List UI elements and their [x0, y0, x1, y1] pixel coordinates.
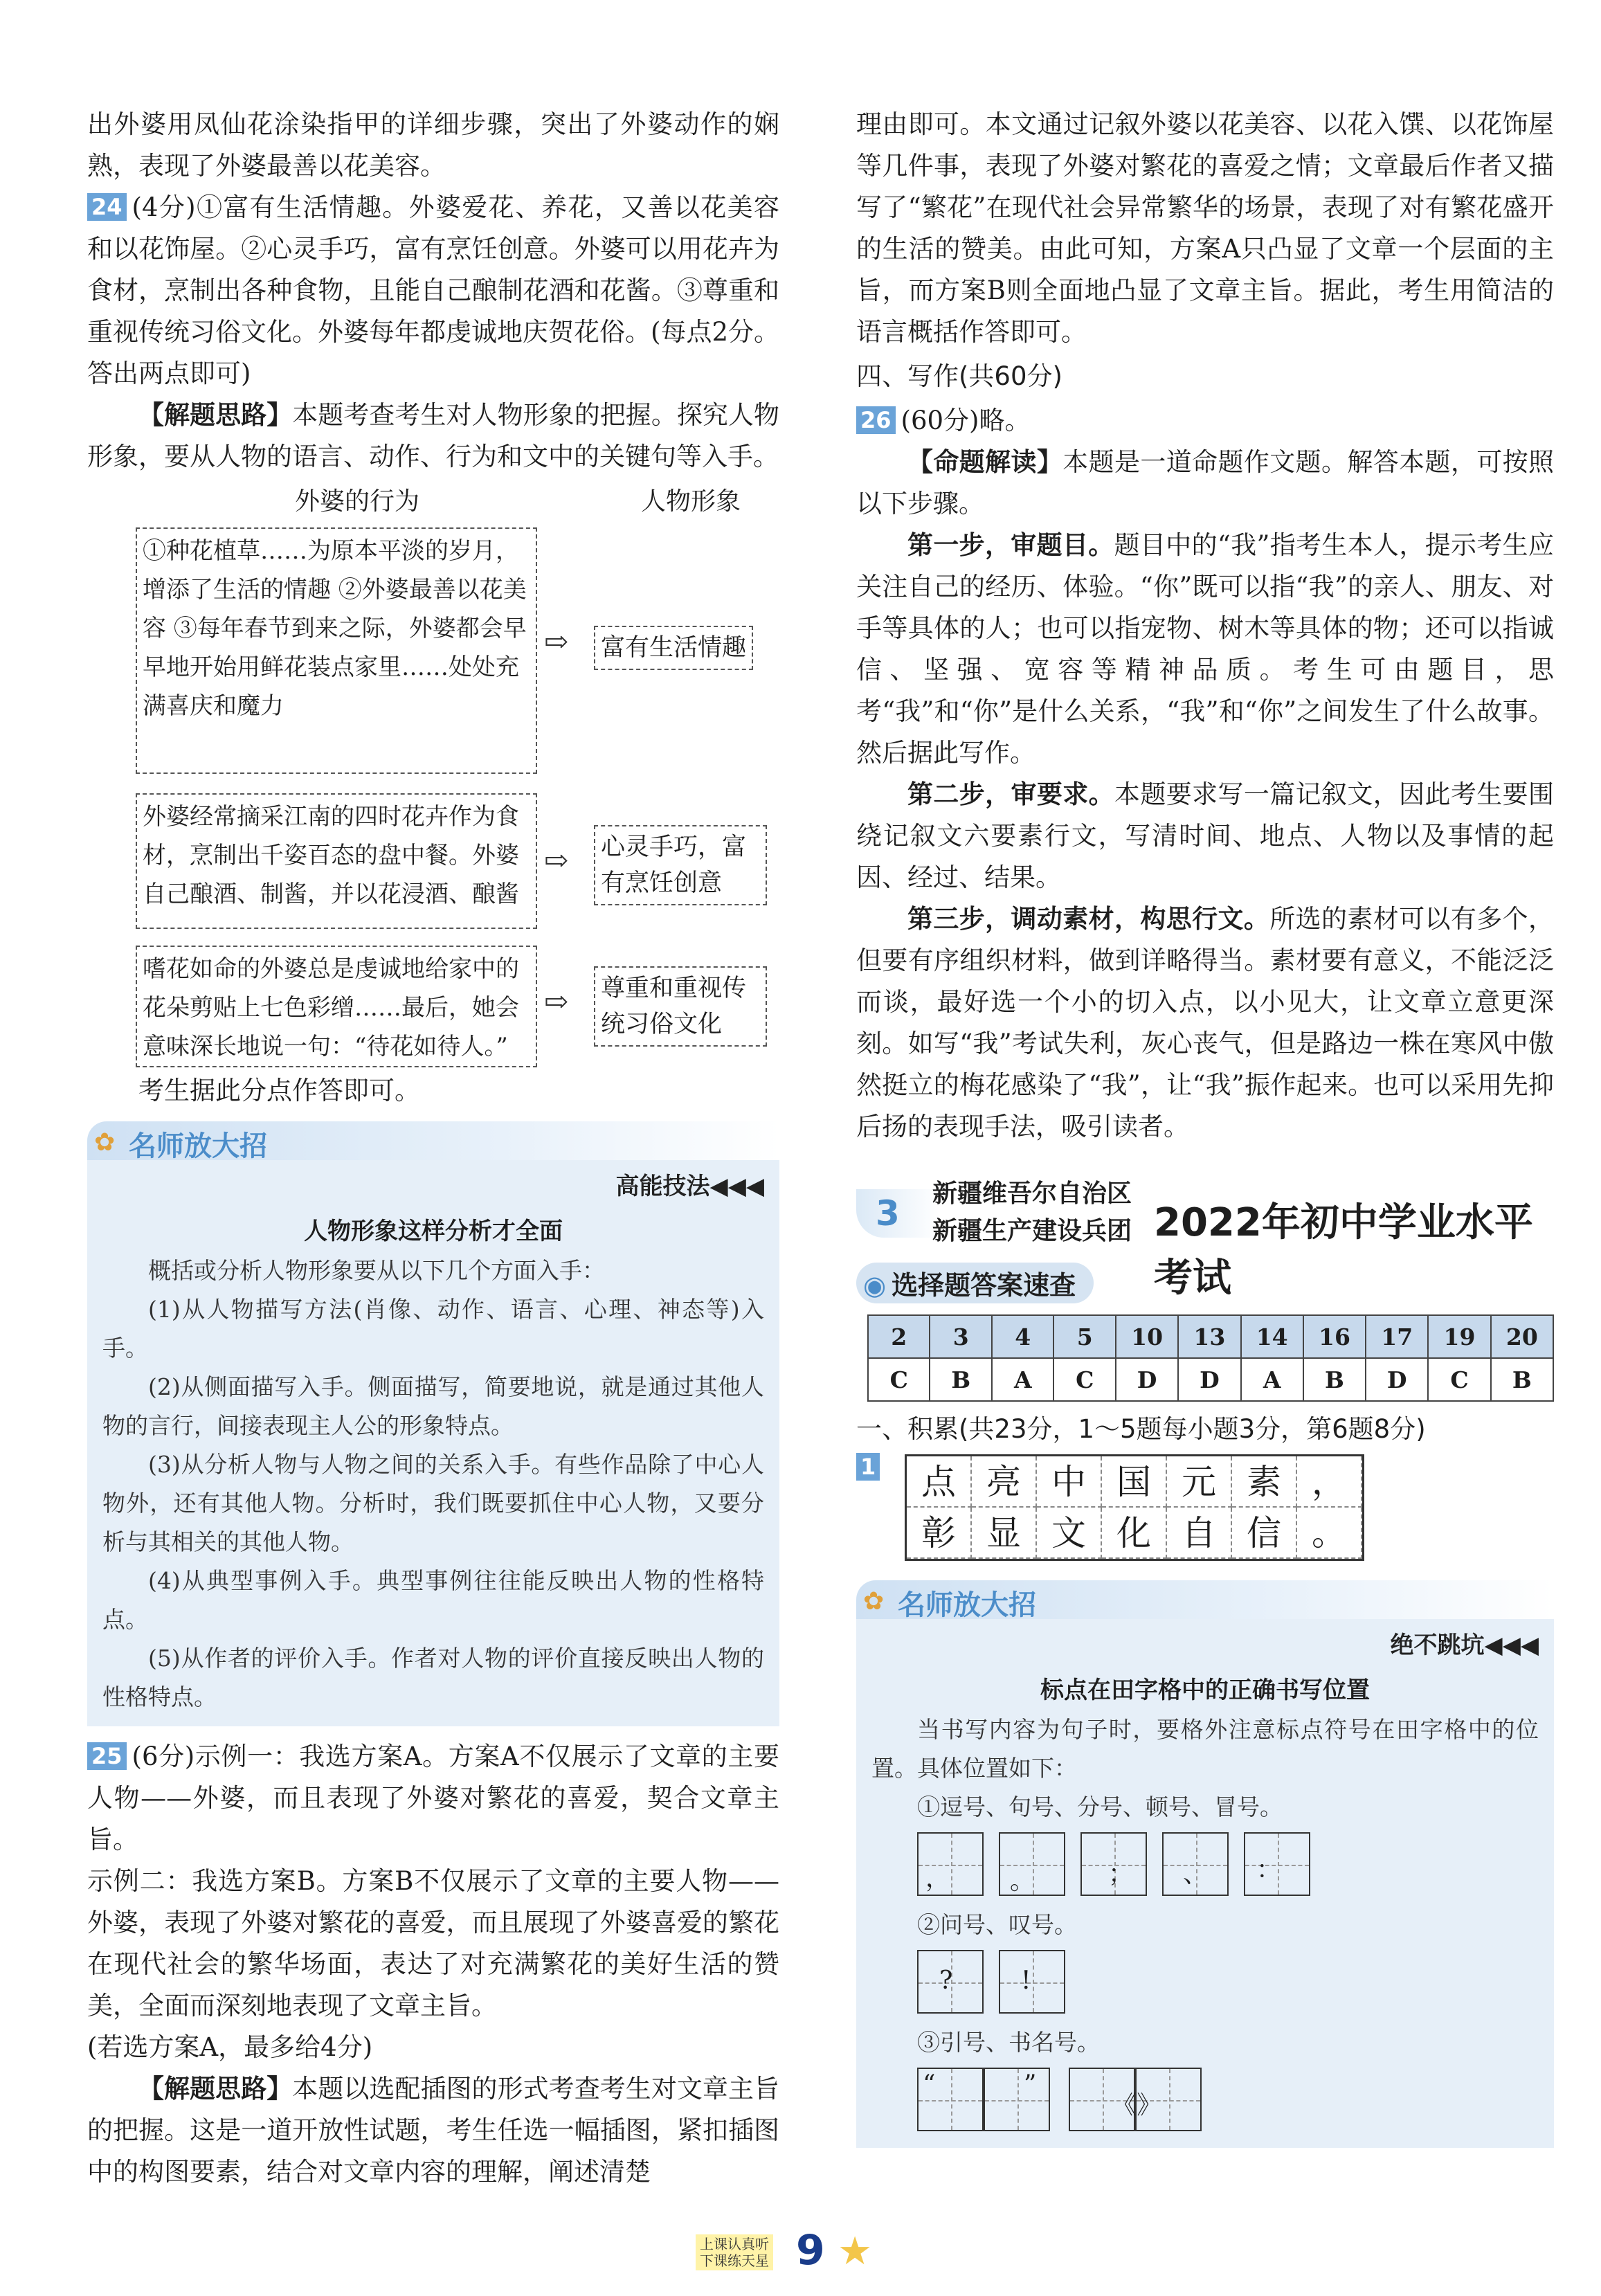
mascot-icon: ✿: [863, 1587, 885, 1616]
answer-cell: C: [1053, 1358, 1115, 1401]
question-number-cell: 2: [868, 1315, 930, 1358]
tip-body: [856, 1619, 1554, 2148]
arrow-icon: ⇨: [544, 843, 569, 877]
tip-header: [856, 1580, 1554, 1619]
answer-text: (6分)示例一：我选方案A。方案A不仅展示了文章的主要人物——外婆，而且表现了外婆对繁花的喜爱，契合文章主旨。: [87, 1742, 779, 1854]
question-number-cell: 20: [1491, 1315, 1553, 1358]
tip-title: 名师放大招: [129, 1130, 267, 1162]
text: 本题考查考生对人物形象的把握。探究人物形象，要从人物的语言、动作、行为和文中的关键句等入手。: [87, 400, 779, 471]
tip-list-item: ③引号、书名号。: [917, 2029, 1100, 2056]
punctuation-mark: 、: [1183, 1860, 1209, 1888]
tip-subtitle: 高能技法◀◀◀: [615, 1173, 764, 1200]
slogan: [696, 2234, 773, 2270]
grid-cell: 化: [1102, 1508, 1167, 1559]
grid-cell: [1162, 1832, 1229, 1896]
image-box-3: 尊重和重视传统习俗文化: [594, 966, 767, 1047]
mascot-icon: ✿: [94, 1128, 116, 1157]
question-number-cell: 13: [1178, 1315, 1240, 1358]
diagram-header-image: 人物形象: [641, 487, 741, 516]
grid-cell: 信: [1232, 1508, 1297, 1559]
answer-table: [867, 1314, 1554, 1402]
slogan-line: 下课练天星: [700, 2252, 769, 2269]
tip-list-item: ②问号、叹号。: [917, 1911, 1077, 1938]
tip-paragraph: (4)从典型事例入手。典型事例往往能反映出人物的性格特点。: [102, 1567, 764, 1633]
grid-cell: [1069, 2068, 1135, 2131]
page-number: 9: [796, 2226, 825, 2275]
answer-text: (60分)略。: [901, 406, 1031, 435]
open-book-mark: 《: [1112, 2091, 1137, 2119]
answer-cell: C: [868, 1358, 930, 1401]
question-number-cell: 14: [1241, 1315, 1303, 1358]
answer-cell: D: [1178, 1358, 1240, 1401]
answer-cell: B: [1491, 1358, 1553, 1401]
star-mascot-icon: ★: [838, 2229, 873, 2274]
question-number-cell: 17: [1366, 1315, 1428, 1358]
question-number-cell: 5: [1053, 1315, 1115, 1358]
left-column: [87, 104, 779, 2193]
tip-paragraph: (1)从人物描写方法(肖像、动作、语言、心理、神态等)入手。: [102, 1296, 764, 1362]
diagram-header-behavior: 外婆的行为: [295, 487, 420, 516]
text: 本题是一道命题作文题。解答本题，可按照以下步骤。: [856, 447, 1554, 518]
grid-cell: 。: [1297, 1508, 1362, 1559]
exam-title: 2022年初中学业水平考试: [1154, 1200, 1533, 1301]
paragraph: 考生据此分点作答即可。: [138, 1076, 420, 1105]
target-icon: ◉: [863, 1270, 887, 1301]
grid-cell: 亮: [972, 1456, 1037, 1508]
writing-grid: [905, 1454, 1364, 1561]
step-text: 题目中的“我”指考生本人，提示考生应关注自己的经历、体验。“你”既可以指“我”的亲人、朋友、对手等具体的人；也可以指宠物、树木等具体的物；还可以指诚信、坚强、宽容等精神品质。考生可由题目，思考“我”和“你”是什么关系，“我”和“你”之间发生了什么故事。然后据此写作。: [856, 530, 1555, 768]
step-text: 本题要求写一篇记叙文，因此考生要围绕记叙文六要素行文，写清时间、地点、人物以及事情的起因、经过、结果。: [856, 779, 1554, 892]
punctuation-mark: ?: [939, 1967, 953, 1995]
grid-cell: [917, 1950, 984, 2014]
behavior-box-2: 外婆经常摘采江南的四时花卉作为食材，烹制出千姿百态的盘中餐。外婆自己酿酒、制酱，并以花浸酒、酿酱: [136, 793, 537, 929]
label: 【解题思路】: [138, 400, 293, 430]
grid-cell: 彰: [907, 1508, 972, 1559]
slogan-line: 上课认真听: [700, 2236, 769, 2252]
grid-cell: 自: [1167, 1508, 1232, 1559]
arrow-icon: ⇨: [544, 984, 569, 1018]
grid-cell: [999, 1832, 1065, 1896]
grid-cell: ，: [1297, 1456, 1362, 1508]
image-box-2: 心灵手巧，富有烹饪创意: [594, 825, 767, 905]
label: 选择题答案速查: [892, 1270, 1076, 1301]
step-text: 所选的素材可以有多个，但要有序组织材料，做到详略得当。素材要有意义，不能泛泛而谈，最好选一个小的切入点，以小见大，让文章立意更深刻。如写“我”考试失利，灰心丧气，但是路边一株在寒风中傲然挺立的梅花感染了“我”，让“我”振作起来。也可以采用先抑后扬的表现手法，吸引读者。: [856, 904, 1554, 1141]
right-column: [856, 104, 1554, 2148]
punctuation-mark: 。: [1010, 1867, 1035, 1895]
region-line: 新疆维吾尔自治区: [932, 1179, 1132, 1208]
answer-text: (4分)①富有生活情趣。外婆爱花、养花，又善以花美容和以花饰屋。②心灵手巧，富有烹饪创意。外婆可以用花卉为食材，烹制出各种食物，且能自己酿制花酒和花酱。③尊重和重视传统习俗文化。外婆每年都虔诚地庆贺花俗。(每点2分。答出两点即可): [87, 192, 779, 388]
grid-cell: 元: [1167, 1456, 1232, 1508]
question-26: [856, 400, 1554, 442]
tip-body: [87, 1160, 779, 1726]
question-number-cell: 16: [1303, 1315, 1366, 1358]
tip-heading: 标点在田字格中的正确书写位置: [1040, 1676, 1370, 1704]
answer-cell: A: [992, 1358, 1053, 1401]
region-line: 新疆生产建设兵团: [932, 1217, 1132, 1245]
text: 本题以选配插图的形式考查考生对文章主旨的把握。这是一道开放性试题，考生任选一幅插图，紧扣插图中的构图要素，结合对文章内容的理解，阐述清楚: [87, 2074, 779, 2187]
question-24: [87, 187, 779, 395]
exam-region: [932, 1175, 1132, 1250]
behavior-box-1: ①种花植草……为原本平淡的岁月，增添了生活的情趣 ②外婆最善以花美容 ③每年春节到来之际，外婆都会早早地开始用鲜花装点家里……处处充满喜庆和魔力: [136, 527, 537, 774]
question-number-cell: 10: [1116, 1315, 1178, 1358]
grid-cell: [1135, 2068, 1202, 2131]
label: 【命题解读】: [907, 447, 1063, 477]
close-quote: ”: [1024, 2070, 1037, 2099]
exam-number-badge: [856, 1189, 939, 1238]
question-number-cell: 4: [992, 1315, 1053, 1358]
step-label: 第一步，审题目。: [907, 530, 1114, 560]
answer-cell: B: [930, 1358, 992, 1401]
paragraph: 理由即可。本文通过记叙外婆以花美容、以花入馔、以花饰屋等几件事，表现了外婆对繁花的喜爱之情；文章最后作者又描写了“繁花”在现代社会异常繁华的场景，表现了对有繁花盛开的生活的赞美。由此可知，方案A只凸显了文章一个层面的主旨，而方案B则全面地凸显了文章主旨。据此，考生用简洁的语言概括作答即可。: [856, 109, 1554, 347]
section-heading: 一、积累(共23分，1～5题每小题3分，第6题8分): [856, 1414, 1426, 1444]
question-number: 25: [87, 1742, 127, 1770]
grid-cell: [1080, 1832, 1147, 1896]
grid-cell: 点: [907, 1456, 972, 1508]
tip-paragraph: (5)从作者的评价入手。作者对人物的评价直接反映出人物的性格特点。: [102, 1645, 764, 1710]
paragraph: 示例二：我选方案B。方案B不仅展示了文章的主要人物——外婆，表现了外婆对繁花的喜爱，而且展现了外婆喜爱的繁花在现代社会的繁华场面，表达了对充满繁花的美好生活的赞美，全面而深刻地表现了文章主旨。: [87, 1866, 779, 2021]
solution-thinking: [87, 395, 779, 478]
arrow-icon: ⇨: [544, 624, 569, 658]
answer-cell: B: [1303, 1358, 1366, 1401]
grid-row: [907, 1508, 1362, 1559]
answer-cell: D: [1366, 1358, 1428, 1401]
answer-cell: D: [1116, 1358, 1178, 1401]
paragraph: 出外婆用凤仙花涂染指甲的详细步骤，突出了外婆动作的娴熟，表现了外婆最善以花美容。: [87, 109, 779, 181]
table-row: [868, 1358, 1553, 1401]
question-number: 24: [87, 193, 127, 221]
question-number-cell: 3: [930, 1315, 992, 1358]
solution-thinking: [87, 2068, 779, 2193]
character-diagram: [87, 482, 779, 1070]
image-box-1: 富有生活情趣: [594, 626, 753, 670]
punctuation-mark: !: [1021, 1967, 1031, 1995]
open-quote: “: [923, 2070, 936, 2099]
grid-cell: [917, 2068, 984, 2131]
question-25: [87, 1736, 779, 1861]
step-2: [856, 774, 1554, 898]
answer-quick-check: [856, 1263, 1094, 1303]
exam-number: 3: [876, 1193, 900, 1233]
question-number: 26: [856, 406, 896, 434]
question-1: [856, 1453, 1554, 1571]
grid-cell: 素: [1232, 1456, 1297, 1508]
grid-cell: 显: [972, 1508, 1037, 1559]
table-row: [868, 1315, 1553, 1358]
tip-box: [856, 1580, 1554, 2148]
close-book-mark: 》: [1137, 2091, 1162, 2119]
grid-cell: [1244, 1832, 1310, 1896]
grid-cell: [999, 1950, 1065, 2014]
tip-header: [87, 1121, 779, 1160]
question-number-cell: 19: [1428, 1315, 1490, 1358]
paragraph: (若选方案A，最多给4分): [87, 2032, 373, 2062]
label: 【解题思路】: [138, 2074, 293, 2104]
page-footer: [0, 2226, 1601, 2281]
punctuation-examples: [917, 2068, 1539, 2134]
tip-subtitle: 绝不跳坑◀◀◀: [1390, 1631, 1539, 1659]
tip-paragraph: 当书写内容为句子时，要格外注意标点符号在田字格中的位置。具体位置如下：: [871, 1716, 1539, 1782]
step-label: 第三步，调动素材，构思行文。: [907, 904, 1270, 934]
answer-cell: C: [1428, 1358, 1490, 1401]
step-label: 第二步，审要求。: [907, 779, 1114, 809]
punctuation-mark: ；: [1108, 1860, 1134, 1888]
punctuation-mark: ：: [1256, 1856, 1282, 1884]
grid-row: [907, 1456, 1362, 1508]
grid-cell: [984, 2068, 1050, 2131]
grid-cell: 国: [1102, 1456, 1167, 1508]
step-1: [856, 525, 1554, 774]
behavior-box-3: 嗜花如命的外婆总是虔诚地给家中的花朵剪贴上七色彩缯……最后，她会意味深长地说一句：“待花如待人。”: [136, 946, 537, 1067]
tip-list-item: ①逗号、句号、分号、顿号、冒号。: [917, 1793, 1283, 1820]
step-3: [856, 898, 1554, 1148]
tip-heading: 人物形象这样分析才全面: [304, 1218, 563, 1245]
tip-title: 名师放大招: [898, 1589, 1036, 1621]
question-number: 1: [856, 1453, 880, 1481]
tip-paragraph: (2)从侧面描写入手。侧面描写，简要地说，就是通过其他人物的言行，间接表现主人公的形象特点。: [102, 1373, 764, 1439]
punctuation-examples: [917, 1950, 1539, 2016]
grid-cell: 文: [1037, 1508, 1102, 1559]
grid-cell: 中: [1037, 1456, 1102, 1508]
section-heading: 四、写作(共60分): [856, 361, 1062, 391]
punctuation-examples: [917, 1832, 1539, 1899]
tip-paragraph: (3)从分析人物与人物之间的关系入手。有些作品除了中心人物外，还有其他人物。分析时，我们既要抓住中心人物，又要分析与其相关的其他人物。: [102, 1451, 764, 1555]
tip-paragraph: 概括或分析人物形象要从以下几个方面入手：: [148, 1257, 605, 1284]
punctuation-mark: ，: [925, 1864, 951, 1892]
grid-cell: [917, 1832, 984, 1896]
analysis: [856, 442, 1554, 525]
answer-cell: A: [1241, 1358, 1303, 1401]
tip-box: [87, 1121, 779, 1726]
